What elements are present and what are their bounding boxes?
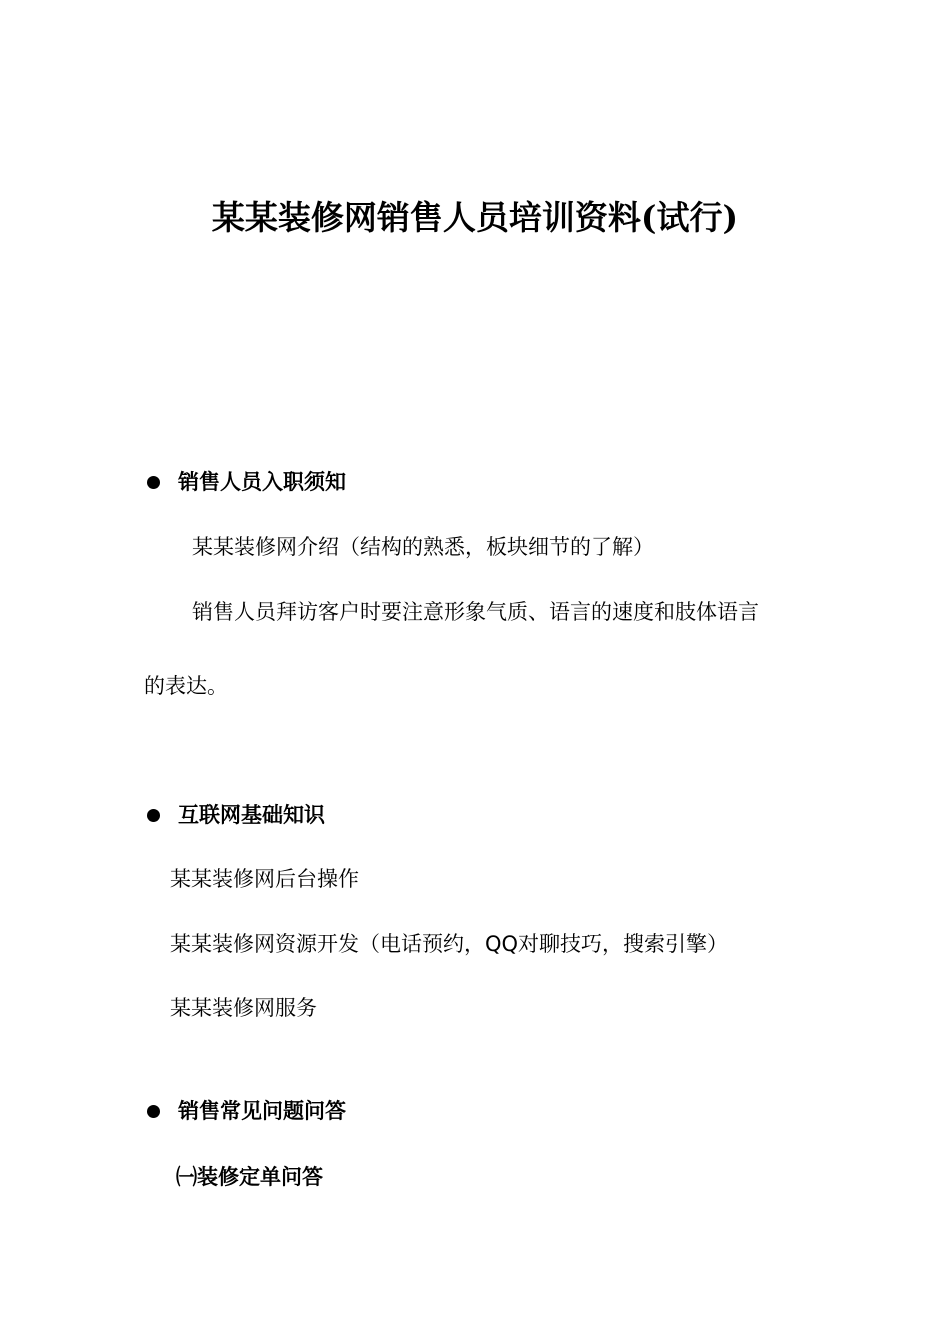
bullet-icon: [147, 476, 160, 489]
paragraph-line: 某某装修网服务: [170, 996, 317, 1020]
section-heading-internet-basics: [144, 800, 325, 830]
paragraph-line: 销售人员拜访客户时要注意形象气质、语言的速度和肢体语言: [192, 600, 759, 624]
sub-heading: ㈠装修定单问答: [176, 1165, 323, 1189]
section-heading-onboarding: [144, 467, 346, 497]
bullet-icon: [147, 1105, 160, 1118]
bullet-icon: [147, 809, 160, 822]
section-heading-text: 互联网基础知识: [178, 803, 325, 827]
section-heading-text: 销售常见问题问答: [178, 1099, 346, 1123]
paragraph-line: 某某装修网后台操作: [170, 867, 359, 891]
paragraph-line: 某某装修网介绍（结构的熟悉，板块细节的了解）: [192, 535, 654, 559]
paragraph-line: 某某装修网资源开发（电话预约，QQ对聊技巧，搜索引擎）: [170, 932, 729, 956]
document-title: 某某装修网销售人员培训资料(试行): [211, 198, 739, 237]
section-heading-text: 销售人员入职须知: [178, 470, 346, 494]
paragraph-line: 的表达。: [144, 674, 228, 698]
section-heading-sales-faq: [144, 1096, 346, 1126]
